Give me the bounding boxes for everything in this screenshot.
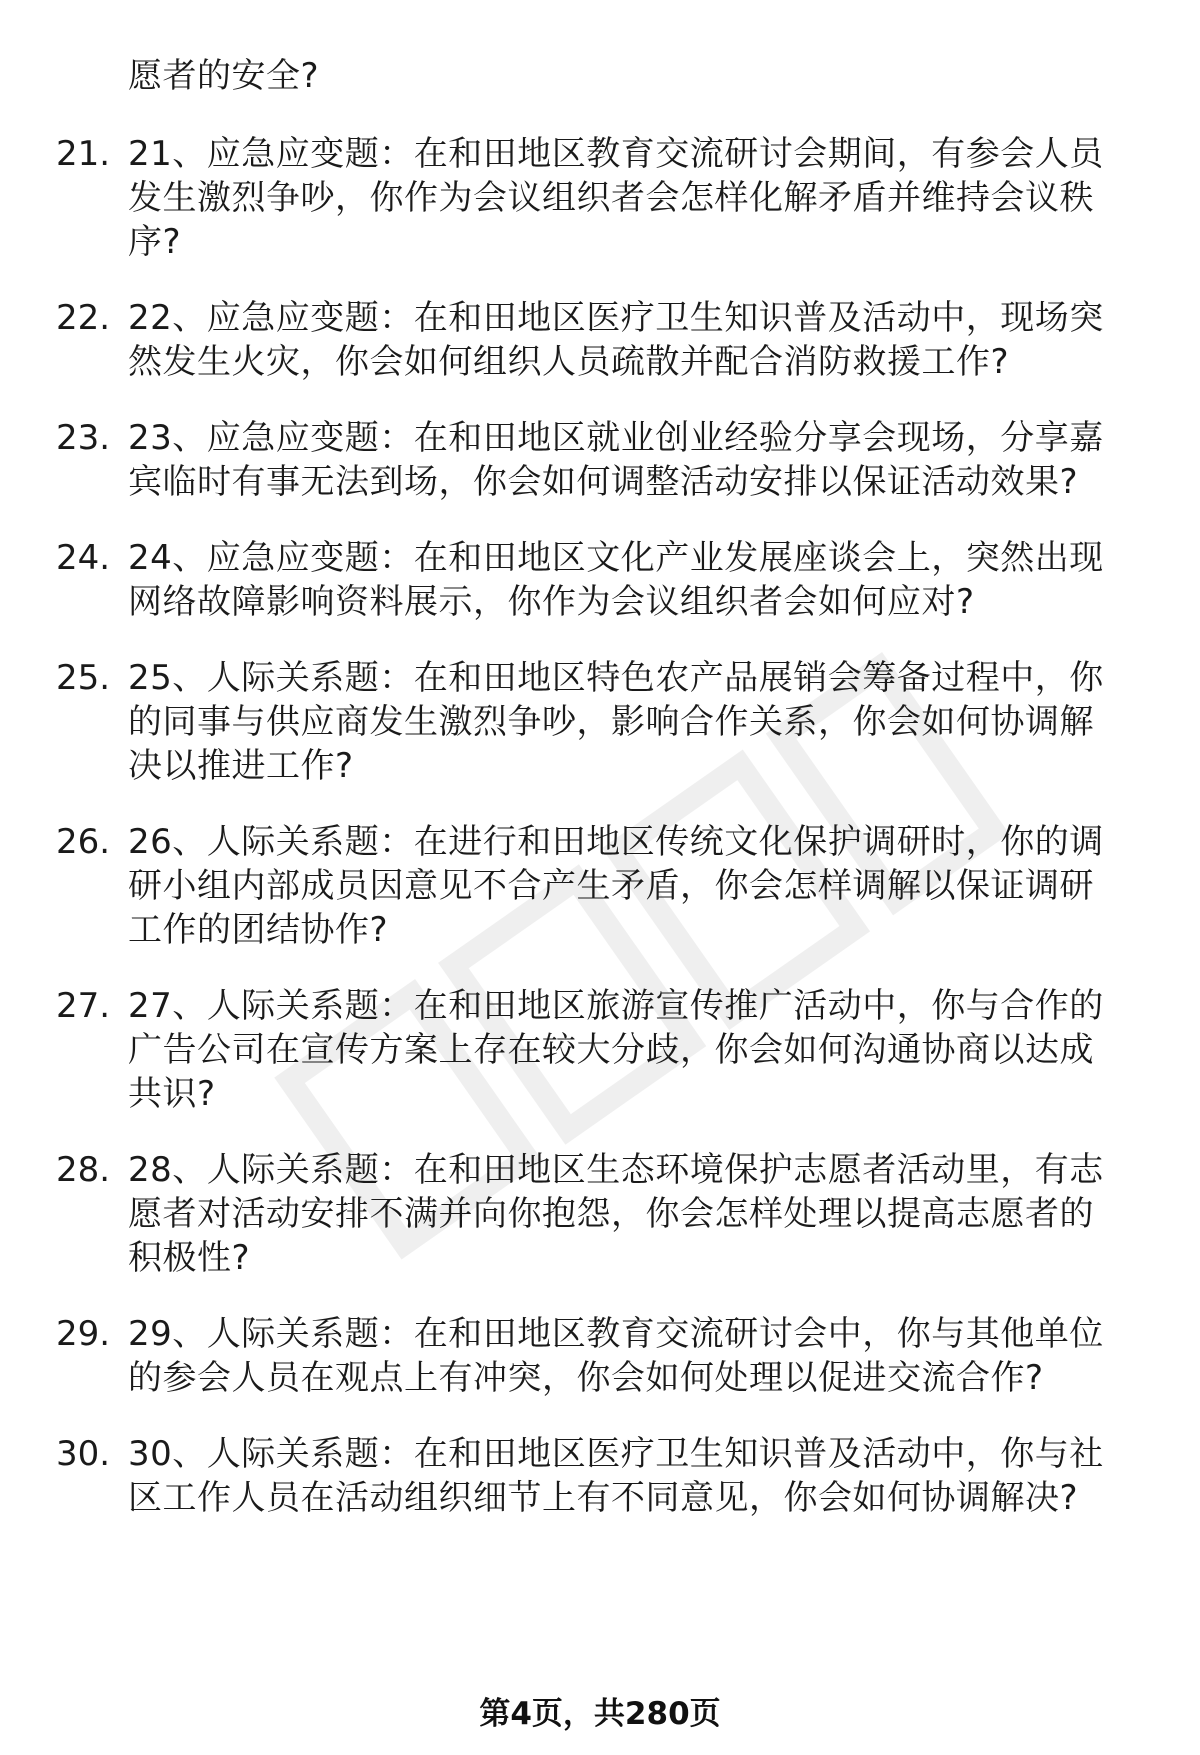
- question-number: 30.: [56, 1434, 111, 1474]
- question-line: 序?: [128, 222, 182, 262]
- question-line: 区工作人员在活动组织细节上有不同意见，你会如何协调解决?: [128, 1478, 1079, 1518]
- question-line: 21、应急应变题：在和田地区教育交流研讨会期间，有参会人员: [128, 134, 1104, 174]
- question-line: 宾临时有事无法到场，你会如何调整活动安排以保证活动效果?: [128, 462, 1079, 502]
- question-number: 25.: [56, 658, 111, 698]
- question-line: 工作的团结协作?: [128, 910, 389, 950]
- question-line: 广告公司在宣传方案上存在较大分歧，你会如何沟通协商以达成: [128, 1030, 1094, 1070]
- question-line: 网络故障影响资料展示，你作为会议组织者会如何应对?: [128, 582, 975, 622]
- question-line: 的参会人员在观点上有冲突，你会如何处理以促进交流合作?: [128, 1358, 1044, 1398]
- question-number: 23.: [56, 418, 111, 458]
- question-line: 共识?: [128, 1074, 216, 1114]
- question-number: 24.: [56, 538, 111, 578]
- page-footer: 第4页，共280页: [479, 1696, 721, 1732]
- question-line: 然发生火灾，你会如何组织人员疏散并配合消防救援工作?: [128, 342, 1010, 382]
- question-line: 愿者对活动安排不满并向你抱怨，你会怎样处理以提高志愿者的: [128, 1194, 1094, 1234]
- question-number: 28.: [56, 1150, 111, 1190]
- question-line: 积极性?: [128, 1238, 251, 1278]
- question-line: 23、应急应变题：在和田地区就业创业经验分享会现场，分享嘉: [128, 418, 1104, 458]
- question-line: 发生激烈争吵，你作为会议组织者会怎样化解矛盾并维持会议秩: [128, 178, 1094, 218]
- question-line: 28、人际关系题：在和田地区生态环境保护志愿者活动里，有志: [128, 1150, 1104, 1190]
- question-number: 29.: [56, 1314, 111, 1354]
- question-number: 22.: [56, 298, 111, 338]
- question-line: 26、人际关系题：在进行和田地区传统文化保护调研时，你的调: [128, 822, 1104, 862]
- question-line: 研小组内部成员因意见不合产生矛盾，你会怎样调解以保证调研: [128, 866, 1094, 906]
- question-line: 愿者的安全?: [128, 56, 320, 96]
- question-line: 的同事与供应商发生激烈争吵，影响合作关系，你会如何协调解: [128, 702, 1094, 742]
- question-line: 决以推进工作?: [128, 746, 354, 786]
- question-line: 27、人际关系题：在和田地区旅游宣传推广活动中，你与合作的: [128, 986, 1104, 1026]
- question-line: 29、人际关系题：在和田地区教育交流研讨会中，你与其他单位: [128, 1314, 1104, 1354]
- question-number: 27.: [56, 986, 111, 1026]
- question-number: 21.: [56, 134, 111, 174]
- question-line: 30、人际关系题：在和田地区医疗卫生知识普及活动中，你与社: [128, 1434, 1104, 1474]
- question-number: 26.: [56, 822, 111, 862]
- question-line: 25、人际关系题：在和田地区特色农产品展销会筹备过程中，你: [128, 658, 1104, 698]
- question-line: 24、应急应变题：在和田地区文化产业发展座谈会上，突然出现: [128, 538, 1104, 578]
- question-line: 22、应急应变题：在和田地区医疗卫生知识普及活动中，现场突: [128, 298, 1104, 338]
